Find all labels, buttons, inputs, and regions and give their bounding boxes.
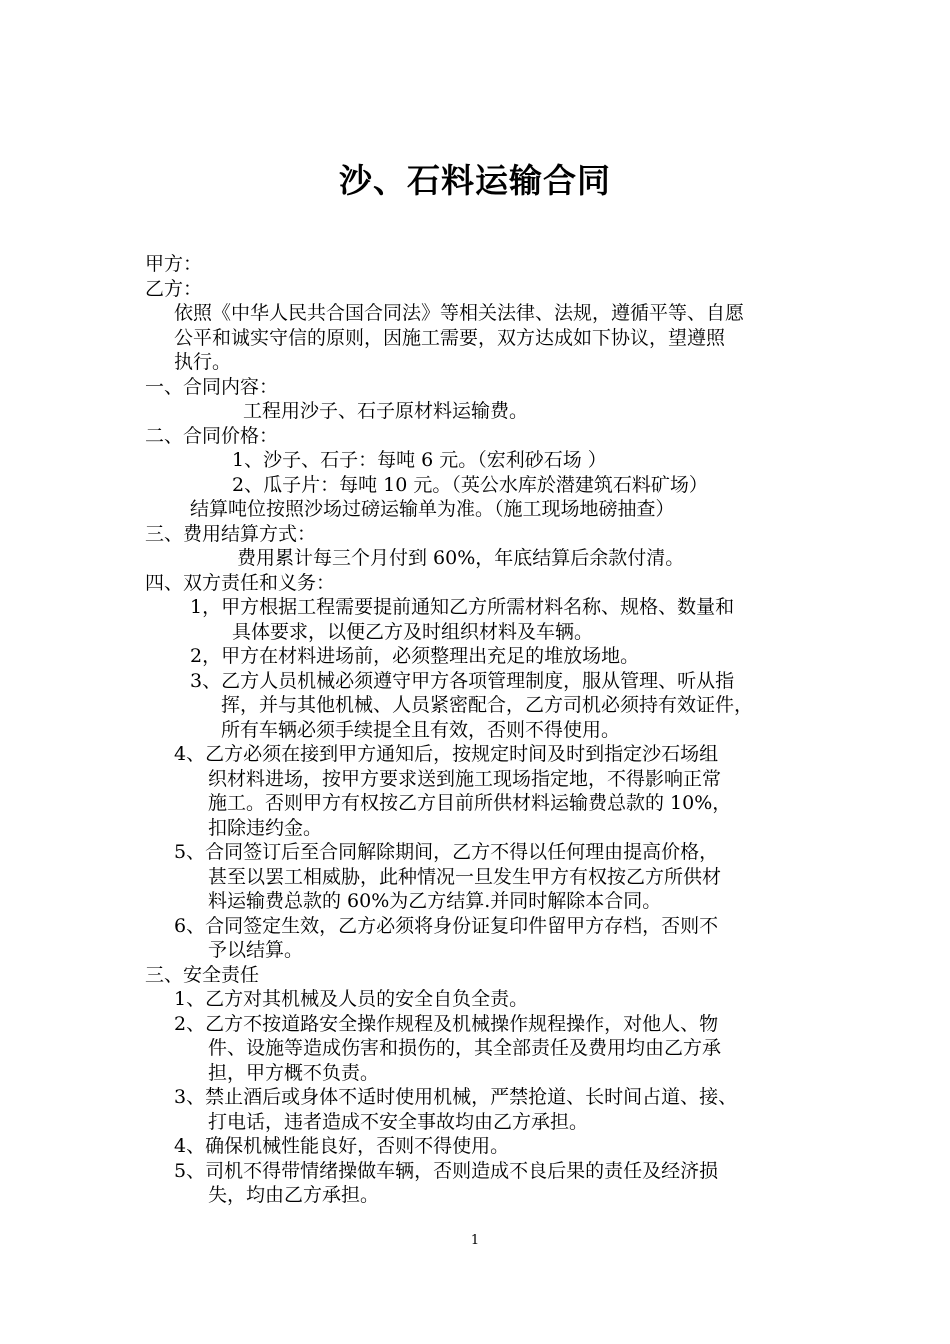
list-item-continuation: 具体要求，以便乙方及时组织材料及车辆。	[232, 620, 594, 643]
preamble-line: 依照《中华人民共合国合同法》等相关法律、法规，遵循平等、自愿	[174, 302, 745, 324]
section-heading: 一、合同内容：	[145, 375, 279, 398]
list-item: 5、合同签订后至合同解除期间，乙方不得以任何理由提高价格，	[174, 841, 719, 863]
list-item-continuation: 挥，并与其他机械、人员紧密配合，乙方司机必须持有效证件，	[221, 694, 754, 716]
list-item: 4、确保机械性能良好，否则不得使用。	[174, 1135, 510, 1157]
list-item-continuation: 甚至以罢工相威胁，此种情况一旦发生甲方有权按乙方所供材	[208, 865, 722, 888]
list-item: 4、乙方必须在接到甲方通知后，按规定时间及时到指定沙石场组	[174, 743, 719, 765]
price-item: 2、瓜子片：每吨 10 元。（英公水库於潜建筑石料矿场）	[232, 473, 708, 496]
section-heading: 三、费用结算方式：	[145, 522, 317, 545]
price-item: 1、沙子、石子：每吨 6 元。（宏利砂石场 ）	[232, 449, 607, 471]
list-item-continuation: 料运输费总款的 60%为乙方结算.并同时解除本合同。	[208, 890, 662, 912]
list-item-continuation: 打电话，违者造成不安全事故均由乙方承担。	[208, 1110, 589, 1133]
list-item: 1，甲方根据工程需要提前通知乙方所需材料名称、规格、数量和	[190, 596, 735, 618]
preamble-line: 执行。	[174, 351, 232, 373]
party-a-line: 甲方：	[145, 253, 203, 275]
list-item-continuation: 扣除违约金。	[208, 816, 323, 839]
list-item-continuation: 件、设施等造成伤害和损伤的，其全部责任及费用均由乙方承	[208, 1037, 722, 1059]
list-item: 2，甲方在材料进场前，必须整理出充足的堆放场地。	[190, 645, 640, 667]
list-item: 2、乙方不按道路安全操作规程及机械操作规程操作，对他人、物	[174, 1012, 719, 1035]
section-heading: 四、双方责任和义务：	[145, 571, 336, 594]
section-text: 工程用沙子、石子原材料运输费。	[243, 400, 529, 422]
party-b-line: 乙方：	[145, 277, 203, 300]
section-text: 结算吨位按照沙场过磅运输单为准。（施工现场地磅抽查）	[190, 498, 675, 520]
list-item-continuation: 担，甲方概不负责。	[208, 1061, 380, 1084]
list-item: 6、合同签定生效，乙方必须将身份证复印件留甲方存档，否则不	[174, 914, 719, 937]
list-item-continuation: 所有车辆必须手续提全且有效，否则不得使用。	[221, 718, 621, 741]
list-item-continuation: 失，均由乙方承担。	[208, 1184, 380, 1206]
preamble-line: 公平和诚实守信的原则，因施工需要，双方达成如下协议，望遵照	[174, 326, 726, 349]
list-item: 5、司机不得带情绪操做车辆，否则造成不良后果的责任及经济损	[174, 1159, 719, 1182]
list-item-continuation: 予以结算。	[208, 939, 304, 961]
list-item: 3、乙方人员机械必须遵守甲方各项管理制度，服从管理、听从指	[190, 669, 735, 692]
document-title: 沙、石料运输合同	[339, 161, 611, 200]
contract-body	[145, 252, 825, 1208]
list-item-continuation: 织材料进场，按甲方要求送到施工现场指定地，不得影响正常	[208, 767, 722, 790]
list-item-continuation: 施工。否则甲方有权按乙方目前所供材料运输费总款的 10%，	[208, 792, 732, 814]
list-item: 3、禁止酒后或身体不适时使用机械，严禁抢道、长时间占道、接、	[174, 1086, 738, 1108]
list-item: 1、乙方对其机械及人员的安全自负全责。	[174, 988, 529, 1010]
section-heading: 三、安全责任	[145, 963, 260, 986]
section-heading: 二、合同价格：	[145, 424, 279, 447]
section-text: 费用累计每三个月付到 60%，年底结算后余款付清。	[237, 547, 685, 569]
page-number: 1	[470, 1233, 480, 1248]
